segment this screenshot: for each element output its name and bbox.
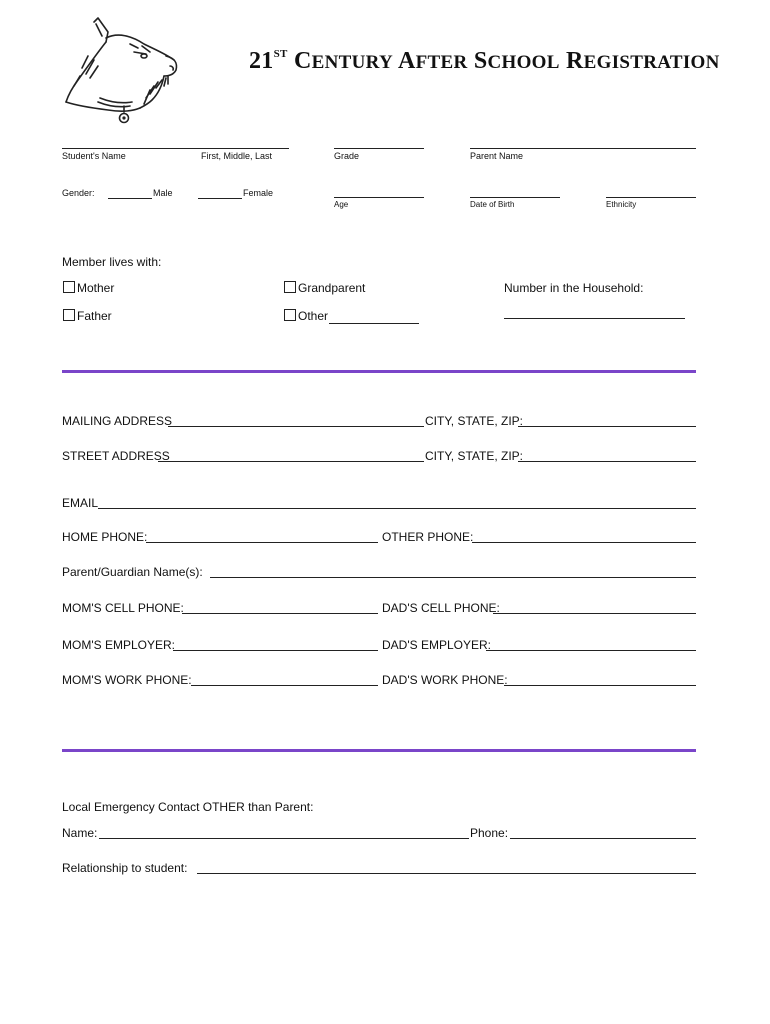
emergency-name-field[interactable] xyxy=(99,838,469,839)
grandparent-option[interactable]: Grandparent xyxy=(284,281,365,295)
emergency-name-label: Name: xyxy=(62,826,98,840)
ethnicity-label: Ethnicity xyxy=(606,200,637,209)
moms-work-label: MOM'S WORK PHONE: xyxy=(62,673,192,687)
gender-label: Gender: xyxy=(62,188,95,198)
other-checkbox[interactable] xyxy=(284,309,296,321)
father-checkbox[interactable] xyxy=(63,309,75,321)
parent-name-label: Parent Name xyxy=(470,151,524,161)
moms-cell-label: MOM'S CELL PHONE: xyxy=(62,601,184,615)
city-state-zip-label: CITY, STATE, ZIP: xyxy=(425,449,524,463)
grade-label: Grade xyxy=(334,151,360,161)
section-divider xyxy=(62,370,696,373)
city-state-zip-label: CITY, STATE, ZIP: xyxy=(425,414,524,428)
mailing-address-row xyxy=(62,412,696,428)
relationship-row xyxy=(62,859,696,875)
name-format-label: First, Middle, Last xyxy=(201,151,273,161)
student-name-field[interactable] xyxy=(62,148,289,149)
mailing-address-label: MAILING ADDRESS xyxy=(62,414,173,428)
household-number-label: Number in the Household: xyxy=(504,281,644,295)
moms-work-field[interactable] xyxy=(191,685,378,686)
street-address-field[interactable] xyxy=(158,461,424,462)
email-label: EMAIL xyxy=(62,496,99,510)
male-field[interactable] xyxy=(108,198,152,199)
dads-employer-label: DAD'S EMPLOYER: xyxy=(382,638,491,652)
email-row xyxy=(62,494,696,510)
guardian-names-field[interactable] xyxy=(210,577,696,578)
street-address-row xyxy=(62,447,696,463)
city-state-zip-field[interactable] xyxy=(518,461,696,462)
male-label: Male xyxy=(153,188,173,198)
dads-work-label: DAD'S WORK PHONE: xyxy=(382,673,508,687)
female-label: Female xyxy=(243,188,274,198)
age-field[interactable] xyxy=(334,197,424,198)
grandparent-checkbox[interactable] xyxy=(284,281,296,293)
guardian-row xyxy=(62,563,696,579)
other-phone-label: OTHER PHONE: xyxy=(382,530,474,544)
mailing-address-field[interactable] xyxy=(168,426,424,427)
mother-checkbox[interactable] xyxy=(63,281,75,293)
home-phone-label: HOME PHONE: xyxy=(62,530,148,544)
mother-option[interactable]: Mother xyxy=(63,281,114,295)
moms-employer-label: MOM'S EMPLOYER: xyxy=(62,638,175,652)
emergency-phone-label: Phone: xyxy=(470,826,509,840)
grade-field[interactable] xyxy=(334,148,424,149)
phone-row xyxy=(62,528,696,544)
dads-work-field[interactable] xyxy=(504,685,696,686)
cell-phone-row xyxy=(62,599,696,615)
moms-employer-field[interactable] xyxy=(173,650,378,651)
dads-employer-field[interactable] xyxy=(486,650,696,651)
email-field[interactable] xyxy=(98,508,696,509)
other-option[interactable]: Other xyxy=(284,309,328,323)
other-phone-field[interactable] xyxy=(472,542,696,543)
dog-logo-icon xyxy=(58,16,182,128)
employer-row xyxy=(62,636,696,652)
dob-label: Date of Birth xyxy=(470,200,515,209)
relationship-field[interactable] xyxy=(197,873,696,874)
emergency-name-row xyxy=(62,824,696,840)
street-address-label: STREET ADDRESS xyxy=(62,449,170,463)
other-field[interactable] xyxy=(329,323,419,324)
lives-with-label: Member lives with: xyxy=(62,255,162,269)
dob-field[interactable] xyxy=(470,197,560,198)
student-name-label: Student's Name xyxy=(62,151,126,161)
emergency-heading: Local Emergency Contact OTHER than Parent: xyxy=(62,800,314,814)
dads-cell-label: DAD'S CELL PHONE: xyxy=(382,601,500,615)
household-number-field[interactable] xyxy=(504,318,685,319)
section-divider xyxy=(62,749,696,752)
father-option[interactable]: Father xyxy=(63,309,112,323)
guardian-names-label: Parent/Guardian Name(s): xyxy=(62,565,203,579)
city-state-zip-field[interactable] xyxy=(518,426,696,427)
work-phone-row xyxy=(62,671,696,687)
age-label: Age xyxy=(334,200,349,209)
female-field[interactable] xyxy=(198,198,242,199)
dads-cell-field[interactable] xyxy=(493,613,696,614)
parent-name-field[interactable] xyxy=(470,148,696,149)
home-phone-field[interactable] xyxy=(146,542,378,543)
emergency-phone-field[interactable] xyxy=(510,838,696,839)
relationship-label: Relationship to student: xyxy=(62,861,188,875)
ethnicity-field[interactable] xyxy=(606,197,696,198)
moms-cell-field[interactable] xyxy=(182,613,378,614)
page-title: 21ST CENTURY AFTER SCHOOL REGISTRATION xyxy=(249,48,720,74)
